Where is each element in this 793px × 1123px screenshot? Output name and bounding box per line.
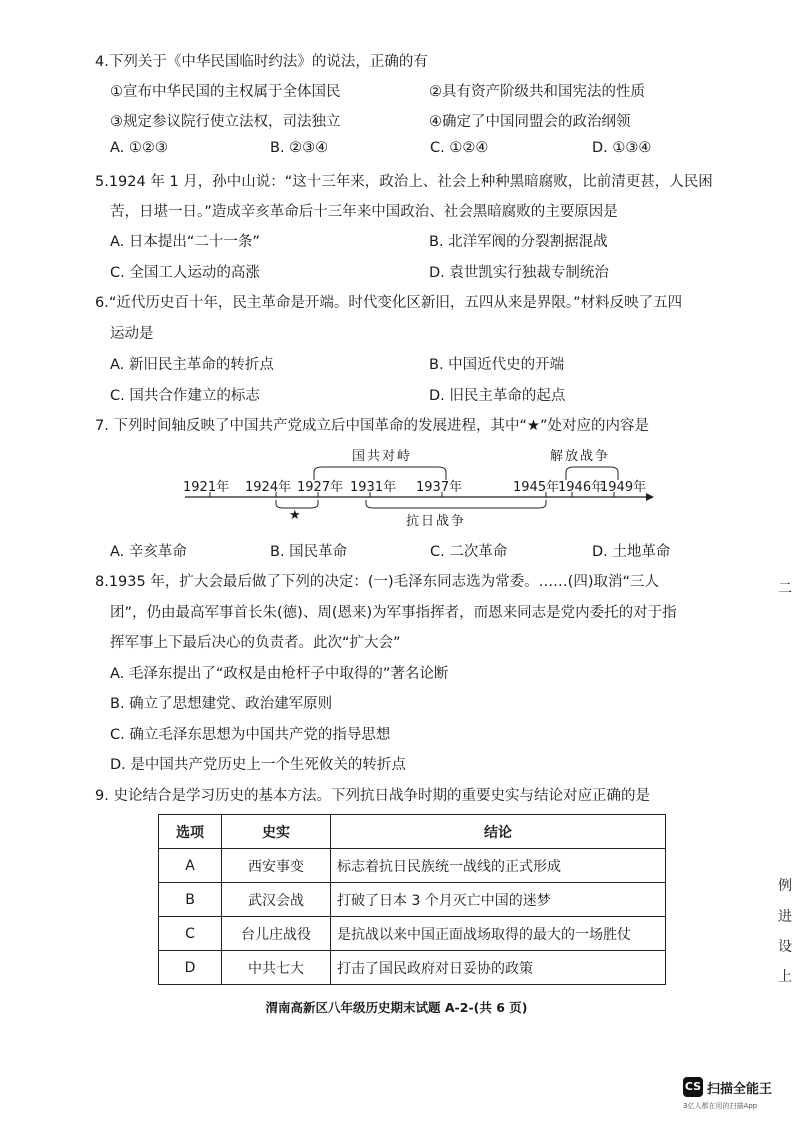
table-header-row	[159, 815, 666, 849]
timeline-year-1945: 1945年	[513, 480, 560, 495]
table-cell-option: A	[159, 849, 222, 883]
edge-char: 例	[778, 878, 792, 894]
q6-stem-line2: 运动是	[110, 326, 154, 342]
table-cell-conclusion: 打破了日本 3 个月灭亡中国的迷梦	[331, 883, 666, 917]
q6-stem-line1: 6.“近代历史百十年，民主革命是开端。时代变化区新旧，五四从来是界限。”材料反映了五四	[95, 295, 683, 311]
table-cell-conclusion: 标志着抗日民族统一战线的正式形成	[331, 849, 666, 883]
timeline	[180, 440, 660, 530]
scanner-watermark-subtitle: 3亿人都在用的扫描App	[683, 1102, 758, 1110]
q4-option-b: B. ②③④	[270, 140, 329, 156]
edge-char: 二	[778, 581, 792, 597]
q6-option-c: C. 国共合作建立的标志	[110, 388, 260, 404]
q4-item-3: ③规定参议院行使立法权，司法独立	[110, 114, 341, 130]
table-cell-option: D	[159, 951, 222, 985]
q8-option-a: A. 毛泽东提出了“政权是由枪杆子中取得的”著名论断	[110, 666, 449, 682]
q5-option-a: A. 日本提出“二十一条”	[110, 234, 260, 250]
q8-option-c: C. 确立毛泽东思想为中国共产党的指导思想	[110, 727, 391, 743]
table-cell-conclusion: 打击了国民政府对日妥协的政策	[331, 951, 666, 985]
table-cell-fact: 台儿庄战役	[222, 917, 331, 951]
camscanner-logo-icon: CS	[683, 1077, 703, 1097]
q6-option-d: D. 旧民主革命的起点	[429, 388, 566, 404]
timeline-year-1924: 1924年	[245, 480, 292, 495]
q7-option-d: D. 土地革命	[592, 544, 671, 560]
q6-option-a: A. 新旧民主革命的转折点	[110, 357, 274, 373]
q4-option-a: A. ①②③	[110, 140, 168, 156]
q5-stem-line1: 5.1924 年 1 月，孙中山说：“这十三年来，政治上、社会上种种黑暗腐败，比前清更甚，人民困	[95, 174, 713, 190]
table-row	[159, 849, 666, 883]
timeline-label-anti-japanese-war: 抗日战争	[406, 514, 467, 529]
table-cell-option: B	[159, 883, 222, 917]
q4-item-4: ④确定了中国同盟会的政治纲领	[429, 114, 631, 130]
table-cell-option: C	[159, 917, 222, 951]
timeline-label-kmt-cpc-standoff: 国共对峙	[352, 449, 413, 464]
page-footer: 渭南高新区八年级历史期末试题 A-2-(共 6 页)	[265, 1000, 528, 1015]
timeline-year-1946: 1946年	[558, 480, 605, 495]
q4-item-1: ①宣布中华民国的主权属于全体国民	[110, 84, 341, 100]
q4-option-c: C. ①②④	[430, 140, 489, 156]
q8-stem-line2: 团”，仍由最高军事首长朱(德)、周(恩来)为军事指挥者，而恩来同志是党内委托的对于指	[110, 605, 677, 621]
timeline-label-liberation-war: 解放战争	[550, 449, 611, 464]
q8-stem-line3: 挥军事上下最后决心的负责者。此次“扩大会”	[110, 635, 401, 651]
table-cell-conclusion: 是抗战以来中国正面战场取得的最大的一场胜仗	[331, 917, 666, 951]
timeline-year-1937: 1937年	[416, 480, 463, 495]
q5-option-b: B. 北洋军阀的分裂割据混战	[429, 234, 608, 250]
timeline-year-1927: 1927年	[297, 480, 344, 495]
timeline-year-1949: 1949年	[600, 480, 647, 495]
table-header-fact: 史实	[222, 815, 331, 849]
q4-item-2: ②具有资产阶级共和国宪法的性质	[429, 84, 645, 100]
q8-option-d: D. 是中国共产党历史上一个生死攸关的转折点	[110, 757, 406, 773]
table-cell-fact: 西安事变	[222, 849, 331, 883]
table-header-option: 选项	[159, 815, 222, 849]
table-row	[159, 883, 666, 917]
timeline-year-1921: 1921年	[183, 480, 230, 495]
q5-stem-line2: 苦，日堪一日。”造成辛亥革命后十三年来中国政治、社会黑暗腐败的主要原因是	[110, 204, 618, 220]
timeline-year-1931: 1931年	[350, 480, 397, 495]
table-row	[159, 917, 666, 951]
edge-char: 设	[778, 939, 792, 955]
q8-option-b: B. 确立了思想建党、政治建军原则	[110, 696, 333, 712]
q5-option-d: D. 袁世凯实行独裁专制统治	[429, 265, 609, 281]
q7-option-c: C. 二次革命	[430, 544, 508, 560]
edge-char: 上	[778, 969, 792, 985]
q9-stem: 9. 史论结合是学习历史的基本方法。下列抗日战争时期的重要史实与结论对应正确的是	[95, 788, 650, 804]
table-row	[159, 951, 666, 985]
q9-table	[158, 814, 666, 985]
q6-option-b: B. 中国近代史的开端	[429, 357, 565, 373]
table-cell-fact: 武汉会战	[222, 883, 331, 917]
table-cell-fact: 中共七大	[222, 951, 331, 985]
scanner-watermark-title: 扫描全能王	[707, 1082, 773, 1097]
table-header-conclusion: 结论	[331, 815, 666, 849]
timeline-star-icon: ★	[289, 508, 301, 523]
q4-option-d: D. ①③④	[592, 140, 652, 156]
q4-stem: 4.下列关于《中华民国临时约法》的说法，正确的有	[95, 54, 428, 70]
q7-stem: 7. 下列时间轴反映了中国共产党成立后中国革命的发展进程，其中“★”处对应的内容是	[95, 418, 649, 434]
q7-option-b: B. 国民革命	[270, 544, 348, 560]
q7-option-a: A. 辛亥革命	[110, 544, 187, 560]
timeline-arrow-icon	[646, 493, 654, 501]
edge-char: 进	[778, 909, 792, 925]
q8-stem-line1: 8.1935 年，扩大会最后做了下列的决定：(一)毛泽东同志选为常委。……(四)取消“三人	[95, 574, 659, 590]
q5-option-c: C. 全国工人运动的高涨	[110, 265, 260, 281]
